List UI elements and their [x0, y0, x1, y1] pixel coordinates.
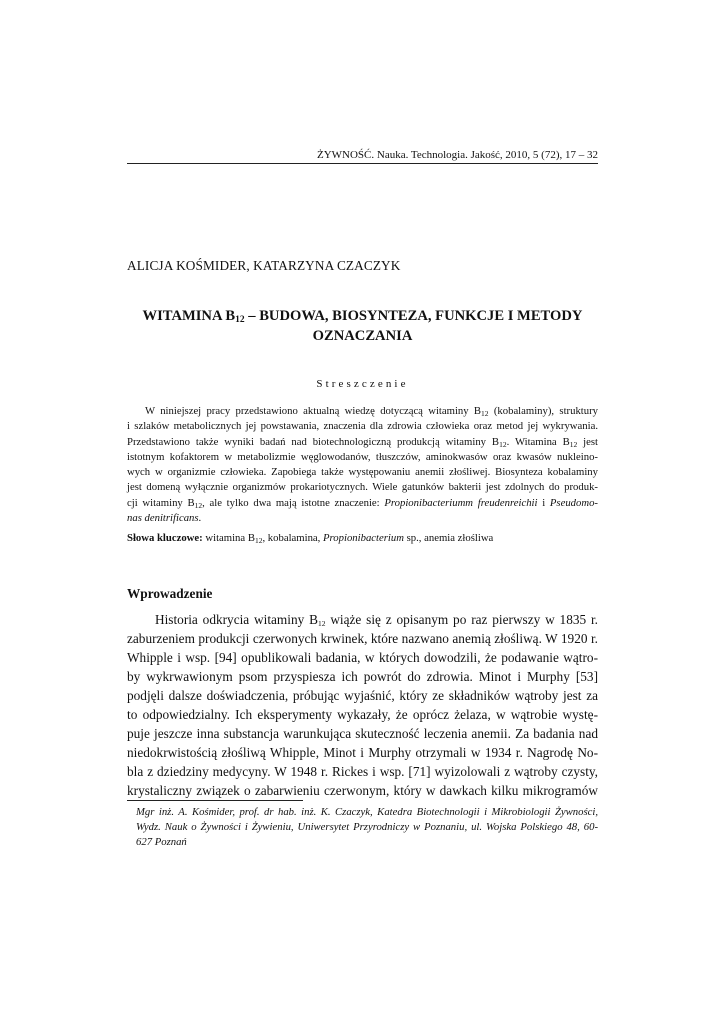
footnote-line: Mgr inż. A. Kośmider, prof. dr hab. inż. K. Czaczyk, Katedra Biotechnologii i Mikrobiologii Żywności, — [136, 806, 598, 818]
abstract-line: cji witaminy $B_{12}$, ale tylko dwa mają istotne znaczenie: Propionibacteriumm freudenreichii i Pseudomo- — [127, 496, 598, 510]
body-line: bla z dziedziny medycyny. W 1948 r. Rickes i wsp. [71] wyizolowali z wątroby czysty, — [127, 764, 598, 779]
article-title — [127, 306, 598, 346]
abstract-line: nas denitrificans. — [127, 512, 202, 525]
introduction-body — [127, 610, 598, 800]
keywords-label: Słowa kluczowe: — [127, 532, 203, 544]
body-line: to odpowiedzialny. Ich eksperymenty wykazały, że oprócz żelaza, w wątrobie wystę- — [127, 707, 598, 722]
footnote-line: 627 Poznań — [136, 836, 187, 848]
abstract-line: Przedstawiono także wyniki badań nad biotechnologiczną produkcją witaminy $B_{12}$. Witamina $B_{12}$ jest — [127, 435, 598, 449]
section-heading-introduction: Wprowadzenie — [127, 586, 213, 601]
title-line-2: OZNACZANIA — [312, 328, 413, 344]
title-line-1: WITAMINA $B_{12}$ – BUDOWA, BIOSYNTEZA, FUNKCJE I METODY — [142, 308, 583, 325]
body-line: podjęli dalsze doświadczenia, próbując wyjaśnić, który ze składników wątroby jest za — [127, 688, 598, 703]
abstract-line: jest domeną wyłącznie organizmów prokariotycznych. Wiele gatunków bakterii jest zdolnych do produk- — [127, 481, 598, 494]
body-line: zaburzeniem produkcji czerwonych krwinek, które nazwano anemią złośliwą. W 1920 r. — [127, 631, 598, 646]
running-header: ŻYWNOŚĆ. Nauka. Technologia. Jakość, 2010, 5 (72), 17 – 32 — [316, 149, 598, 161]
body-line: niedokrwistością złośliwą Whipple, Minot i Murphy otrzymali w 1934 r. Nagrodę No- — [127, 745, 598, 760]
body-line: krystaliczny związek o zabarwieniu czerwonym, który w dawkach kilku mikrogramów — [127, 783, 598, 798]
body-line: puje jeszcze inna substancja warunkująca skuteczność leczenia anemii. Za badania nad — [127, 726, 598, 741]
keywords: Słowa kluczowe: witamina $B_{12}$, kobalamina, Propionibacterium sp., anemia złośliwa — [127, 532, 494, 545]
body-line: Historia odkrycia witaminy $B_{12}$ wiąże się z opisanym po raz pierwszy w 1835 r. — [155, 612, 598, 628]
abstract — [127, 404, 598, 526]
abstract-line: wych w organizmie człowieka. Zapobiega także występowaniu anemii złośliwej. Biosynteza kobalaminy — [127, 466, 598, 479]
footnote-rule — [127, 800, 303, 801]
abstract-line: i szlaków metabolicznych jej powstawania, znaczenia dla zdrowia człowieka oraz metod jej wykrywania. — [127, 420, 598, 433]
footnote-line: Wydz. Nauk o Żywności i Żywieniu, Uniwersytet Przyrodniczy w Poznaniu, ul. Wojska Polskiego 48, 60- — [136, 821, 598, 833]
body-line: Whipple i wsp. [94] opublikowali badania, w których dowodzili, że podawanie wątro- — [127, 650, 598, 665]
header-rule — [127, 163, 598, 164]
abstract-heading: Streszczenie — [316, 378, 409, 390]
abstract-line: W niniejszej pracy przedstawiono aktualną wiedzę dotyczącą witaminy $B_{12}$ (kobalaminy), struktury — [145, 405, 598, 418]
abstract-line: istotnym kofaktorem w metabolizmie węglowodanów, tłuszczów, aminokwasów oraz kwasów nukleino- — [127, 450, 598, 463]
author-affiliation-footnote — [136, 805, 598, 850]
authors: ALICJA KOŚMIDER, KATARZYNA CZACZYK — [127, 258, 401, 273]
body-line: by wykrwawionym psom przyspiesza ich powrót do zdrowia. Minot i Murphy [53] — [127, 669, 598, 684]
